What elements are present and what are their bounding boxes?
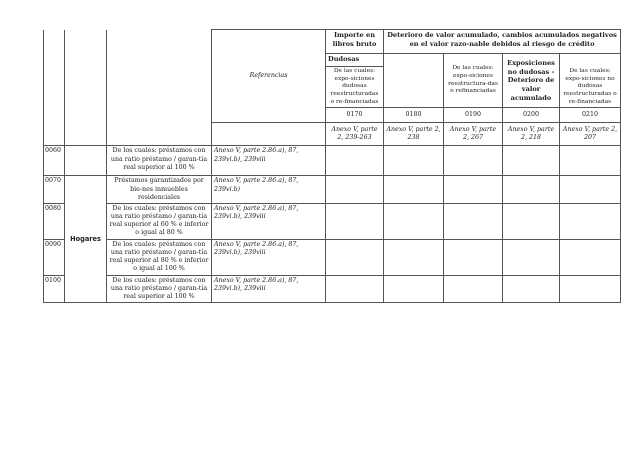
row-code: 0090	[44, 239, 65, 275]
cell	[384, 275, 444, 303]
cell	[560, 203, 621, 239]
col-code-0210: 0210	[560, 108, 621, 123]
cell	[444, 203, 503, 239]
col-ref-0210: Anexo V, parte 2, 207	[560, 123, 621, 146]
row-label: Préstamos garantizados por bie-nes inmuebles residenciales	[107, 176, 212, 204]
row-code: 0100	[44, 275, 65, 303]
cell	[326, 239, 384, 275]
cell	[503, 275, 560, 303]
header-referencias: Referencias	[212, 30, 326, 123]
row-code: 0080	[44, 203, 65, 239]
row-ref: Anexo V, parte 2.86.a), 87, 239vi.b), 239viii	[212, 239, 326, 275]
header-reestructuradas: De las cuales: expo-siciones reestructura-das o refinanciadas	[444, 54, 503, 108]
row-label: De los cuales: préstamos con una ratio préstamo / garan-tía real superior al 100 %	[107, 275, 212, 303]
col-ref-0170: Anexo V, parte 2, 239-263	[326, 123, 384, 146]
header-dudosas-cell	[326, 54, 384, 108]
header-empty-0180	[384, 54, 444, 108]
cell	[503, 239, 560, 275]
cell	[444, 239, 503, 275]
header-dudosas: Dudosas	[326, 54, 383, 67]
cell	[560, 275, 621, 303]
header-dudosas-sub: De las cuales: expo-siciones dudosas reestructuradas o re-financiadas	[330, 68, 379, 105]
cell	[384, 146, 444, 176]
header-deterioro: Deterioro de valor acumulado, cambios acumulados negativos en el valor razo-nable debidos al riesgo de crédito	[384, 30, 621, 54]
cell	[444, 275, 503, 303]
row-code: 0060	[44, 146, 65, 176]
row-label: De los cuales: préstamos con una ratio préstamo / garan-tía real superior al 100 %	[107, 146, 212, 176]
cell	[503, 146, 560, 176]
header-importe-bruto: Importe en libros bruto	[326, 30, 384, 54]
header-code-blank	[44, 30, 65, 146]
cell	[503, 176, 560, 204]
cell	[326, 275, 384, 303]
cell	[384, 176, 444, 204]
col-code-0190: 0190	[444, 108, 503, 123]
col-ref-0180: Anexo V, parte 2, 238	[384, 123, 444, 146]
col-ref-0200: Anexo V, parte 2, 218	[503, 123, 560, 146]
header-no-dudosas: Exposiciones no dudosas - Deterioro de valor acumulado	[503, 54, 560, 108]
row-ref: Anexo V, parte 2.86.a), 87, 239vi.b), 239viii	[212, 275, 326, 303]
row-code: 0070	[44, 176, 65, 204]
col-code-0180: 0180	[384, 108, 444, 123]
header-group-blank	[65, 30, 107, 146]
row-label: De los cuales: préstamos con una ratio préstamo / garan-tía real superior al 80 % e inferior o igual al 100 %	[107, 239, 212, 275]
header-no-dudosas-sub: De las cuales: expo-siciones no dudosas reestructuradas o re-financiadas	[560, 54, 621, 108]
group-top-spacer	[65, 146, 107, 176]
col-ref-blank	[212, 123, 326, 146]
cell	[444, 176, 503, 204]
col-code-0200: 0200	[503, 108, 560, 123]
cell	[560, 176, 621, 204]
row-ref: Anexo V, parte 2.86.a), 87, 239vi.b)	[212, 176, 326, 204]
header-label-blank	[107, 30, 212, 146]
cell	[503, 203, 560, 239]
cell	[560, 146, 621, 176]
row-ref: Anexo V, parte 2.86.a), 87, 239vi.b), 239viii	[212, 146, 326, 176]
group-label-hogares: Hogares	[65, 176, 107, 303]
cell	[326, 176, 384, 204]
cell	[444, 146, 503, 176]
cell	[326, 146, 384, 176]
row-label: De los cuales: préstamos con una ratio préstamo / garan-tía real superior al 60 % e inferior o igual al 80 %	[107, 203, 212, 239]
cell	[326, 203, 384, 239]
cell	[384, 203, 444, 239]
regulatory-table	[43, 29, 621, 303]
cell	[560, 239, 621, 275]
row-ref: Anexo V, parte 2.86.a), 87, 239vi.b), 239viii	[212, 203, 326, 239]
col-code-0170: 0170	[326, 108, 384, 123]
col-ref-0190: Anexo V, parte 2, 267	[444, 123, 503, 146]
cell	[384, 239, 444, 275]
